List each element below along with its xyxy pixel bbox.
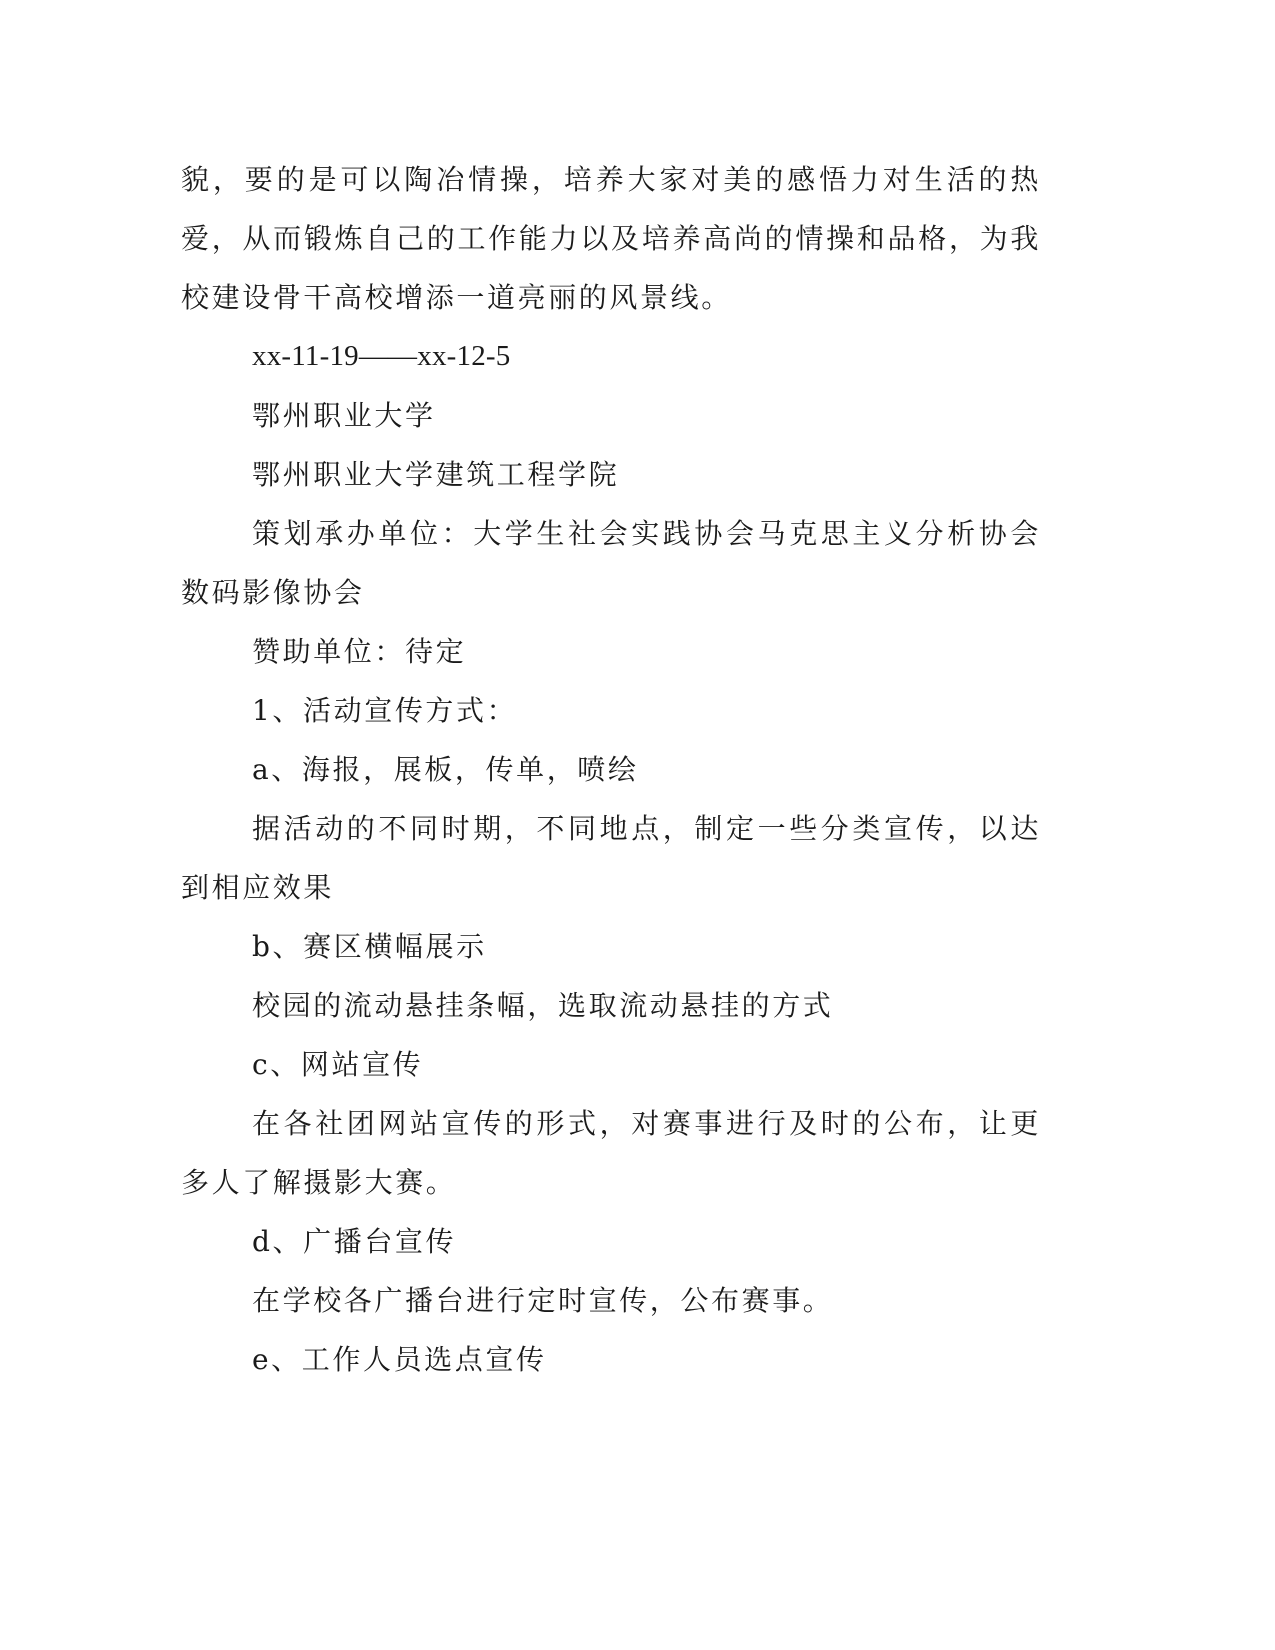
paragraph-date-range: xx-11-19——xx-12-5	[252, 340, 511, 372]
item-a-description: 据活动的不同时期，不同地点，制定一些分类宣传，以达到相应效果	[181, 812, 1041, 904]
item-a-heading: a、海报，展板，传单，喷绘	[252, 753, 639, 786]
paragraph-organizers: 策划承办单位：大学生社会实践协会马克思主义分析协会数码影像协会	[181, 517, 1041, 609]
paragraph-host-university: 鄂州职业大学	[252, 399, 436, 432]
heading-promotion-methods: 1、活动宣传方式：	[252, 694, 518, 727]
document-body	[181, 150, 1041, 1389]
paragraph-intro-continuation: 貌，要的是可以陶冶情操，培养大家对美的感悟力对生活的热爱，从而锻炼自己的工作能力以及培养高尚的情操和品格，为我校建设骨干高校增添一道亮丽的风景线。	[181, 163, 1041, 314]
paragraph-host-college: 鄂州职业大学建筑工程学院	[252, 458, 620, 491]
item-b-heading: b、赛区横幅展示	[252, 930, 487, 963]
item-c-heading: c、网站宣传	[252, 1048, 424, 1081]
item-e-heading: e、工作人员选点宣传	[252, 1343, 547, 1376]
item-b-description: 校园的流动悬挂条幅，选取流动悬挂的方式	[252, 989, 834, 1022]
item-c-description: 在各社团网站宣传的形式，对赛事进行及时的公布，让更多人了解摄影大赛。	[181, 1107, 1041, 1199]
paragraph-sponsor: 赞助单位：待定	[252, 635, 467, 668]
item-d-description: 在学校各广播台进行定时宣传，公布赛事。	[252, 1284, 834, 1317]
item-d-heading: d、广播台宣传	[252, 1225, 457, 1258]
